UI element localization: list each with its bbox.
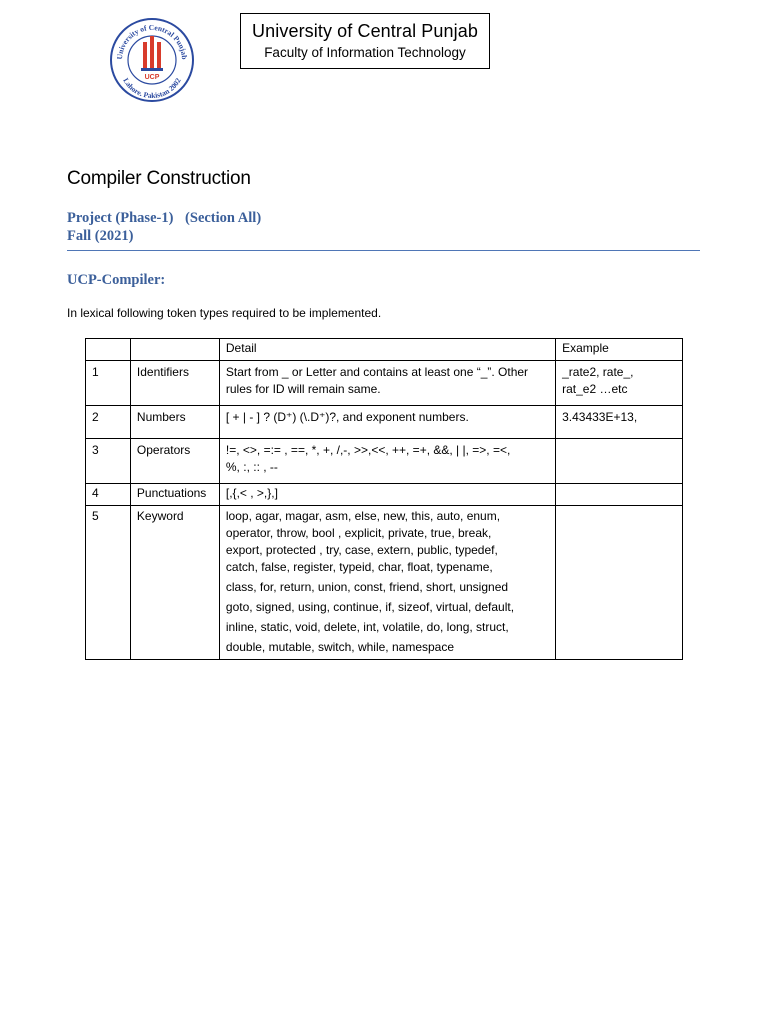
token-detail [219,506,555,660]
detail-line: Start from _ or Letter and contains at least one “_”. Other [225,365,529,379]
token-type: Punctuations [130,484,219,506]
detail-line: [ + | - ] ? (D⁺) (\.D⁺)?, and exponent numbers. [225,410,469,424]
detail-line: loop, agar, magar, asm, else, new, this, auto, enum, [225,509,501,523]
university-name: University of Central Punjab [252,21,478,41]
project-term: Fall (2021) [67,228,134,244]
token-type: Keyword [130,506,219,660]
intro-text: In lexical following token types required to be implemented. [67,306,382,320]
table-header-cell [130,339,219,361]
project-phase: Project (Phase-1) [67,210,174,226]
detail-line: class, for, return, union, const, friend, short, unsigned [225,580,509,594]
table-header-cell [86,339,131,361]
ucp-seal-icon [108,16,196,104]
detail-line: %, :, :: , -- [225,460,278,474]
token-example [556,506,683,660]
project-line [67,210,261,227]
token-detail [219,361,555,406]
table-row [86,484,683,506]
logo-center-text: UCP [144,74,160,81]
detail-line: operator, throw, bool , explicit, private, true, break, [225,526,492,540]
table-header-example: Example [556,339,683,361]
token-example [556,484,683,506]
detail-line: goto, signed, using, continue, if, sizeof, virtual, default, [225,600,515,614]
row-number: 3 [86,439,131,484]
example-line: _rate2, rate_, [562,365,634,379]
course-title: Compiler Construction [67,168,251,189]
token-types-table [85,338,683,660]
logo-ring-bottom-text: Lahore. Pakistan 2002 [121,76,183,101]
token-type: Operators [130,439,219,484]
table-row [86,361,683,406]
example-line: 3.43433E+13, [562,410,638,424]
row-number: 5 [86,506,131,660]
token-type: Identifiers [130,361,219,406]
detail-line: [,{,< , >,},] [225,486,278,500]
row-number: 1 [86,361,131,406]
logo-tower-icon [141,36,163,71]
institution-header [240,13,490,69]
token-detail [219,406,555,439]
table-row [86,506,683,660]
token-detail [219,484,555,506]
detail-line: rules for ID will remain same. [225,382,381,396]
detail-line: export, protected , try, case, extern, public, typedef, [225,543,498,557]
table-header-detail: Detail [219,339,555,361]
detail-line: !=, <>, =:= , ==, *, +, /,-, >>,<<, ++, =+, &&, | |, =>, =<, [225,443,511,457]
token-example [556,439,683,484]
token-type: Numbers [130,406,219,439]
example-line: rat_e2 …etc [562,382,628,396]
faculty-name: Faculty of Information Technology [264,45,466,60]
token-detail [219,439,555,484]
token-example [556,406,683,439]
table-row [86,439,683,484]
row-number: 2 [86,406,131,439]
logo-ring-top-text: University of Central Punjab [114,22,190,60]
detail-line: inline, static, void, delete, int, volatile, do, long, struct, [225,620,509,634]
section-heading: UCP-Compiler: [67,272,166,288]
heading-divider [67,250,700,251]
table-header-row [86,339,683,361]
table-row [86,406,683,439]
detail-line: double, mutable, switch, while, namespace [225,640,455,654]
project-section: (Section All) [185,210,262,226]
row-number: 4 [86,484,131,506]
token-example [556,361,683,406]
university-logo [108,16,196,104]
detail-line: catch, false, register, typeid, char, float, typename, [225,560,493,574]
